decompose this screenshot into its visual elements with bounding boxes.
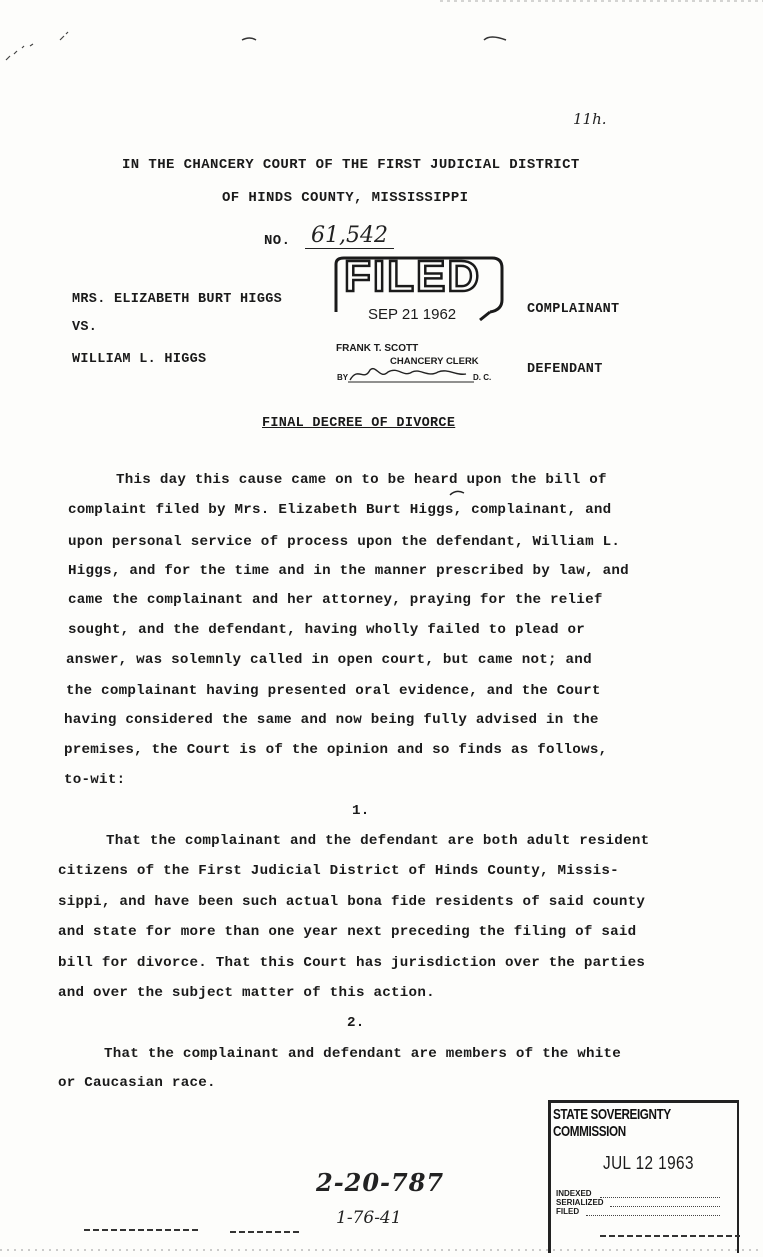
intro-line: premises, the Court is of the opinion and so finds as follows, xyxy=(64,742,608,758)
defendant-role: DEFENDANT xyxy=(527,362,603,377)
serialized-label: SERIALIZED xyxy=(556,1198,604,1207)
complainant-role: COMPLAINANT xyxy=(527,302,620,317)
section-2-number: 2. xyxy=(347,1015,365,1031)
case-number-label: NO. xyxy=(264,233,291,249)
filed-label: FILED xyxy=(556,1207,580,1216)
serial-number: 2-20-787 xyxy=(316,1168,445,1197)
complainant-name: MRS. ELIZABETH BURT HIGGS xyxy=(72,292,283,307)
case-number-value: 61,542 xyxy=(305,223,394,249)
section-2-line: That the complainant and defendant are members of the white xyxy=(104,1046,622,1062)
indexed-label: INDEXED xyxy=(556,1189,592,1198)
corner-mark: 11h. xyxy=(573,110,607,128)
section-1-line: and over the subject matter of this action. xyxy=(58,985,435,1001)
filed-stamp-word: FILED xyxy=(344,252,482,301)
intro-line: complaint filed by Mrs. Elizabeth Burt Higgs, complainant, and xyxy=(68,502,612,518)
intro-line: the complainant having presented oral evidence, and the Court xyxy=(66,683,601,699)
section-2-line: or Caucasian race. xyxy=(58,1075,216,1091)
section-1-line: citizens of the First Judicial District of Hinds County, Missis- xyxy=(58,863,619,879)
intro-line: upon personal service of process upon the defendant, William L. xyxy=(68,534,621,550)
intro-line: Higgs, and for the time and in the manner prescribed by law, and xyxy=(68,563,629,579)
sovereignty-stamp-date: JUL 12 1963 xyxy=(603,1153,694,1173)
defendant-name: WILLIAM L. HIGGS xyxy=(72,352,207,367)
decree-title: FINAL DECREE OF DIVORCE xyxy=(262,416,456,431)
sovereignty-stamp-title: STATE SOVEREIGNTY COMMISSION xyxy=(553,1106,671,1140)
reference-number: 1-76-41 xyxy=(336,1208,402,1228)
intro-line: sought, and the defendant, having wholly failed to plead or xyxy=(68,622,586,638)
intro-line: to-wit: xyxy=(64,772,126,788)
intro-line: came the complainant and her attorney, praying for the relief xyxy=(68,592,603,608)
court-heading-line1: IN THE CHANCERY COURT OF THE FIRST JUDICIAL DISTRICT xyxy=(122,157,580,173)
clerk-dc-label: D. C. xyxy=(473,373,492,382)
intro-line: This day this cause came on to be heard upon the bill of xyxy=(116,472,607,488)
clerk-title: CHANCERY CLERK xyxy=(390,356,479,367)
clerk-name: FRANK T. SCOTT xyxy=(336,343,419,354)
versus-label: VS. xyxy=(72,320,98,335)
intro-line: answer, was solemnly called in open court, but came not; and xyxy=(66,652,592,668)
section-1-line: That the complainant and the defendant are both adult resident xyxy=(106,833,650,849)
court-heading-line2: OF HINDS COUNTY, MISSISSIPPI xyxy=(222,190,469,206)
filed-stamp-date: SEP 21 1962 xyxy=(368,306,457,323)
section-1-line: and state for more than one year next preceding the filing of said xyxy=(58,924,637,940)
section-1-line: bill for divorce. That this Court has jurisdiction over the parties xyxy=(58,955,646,971)
intro-line: having considered the same and now being fully advised in the xyxy=(64,712,599,728)
section-1-number: 1. xyxy=(352,803,370,819)
clerk-by-label: BY xyxy=(337,373,349,382)
section-1-line: sippi, and have been such actual bona fide residents of said county xyxy=(58,894,646,910)
